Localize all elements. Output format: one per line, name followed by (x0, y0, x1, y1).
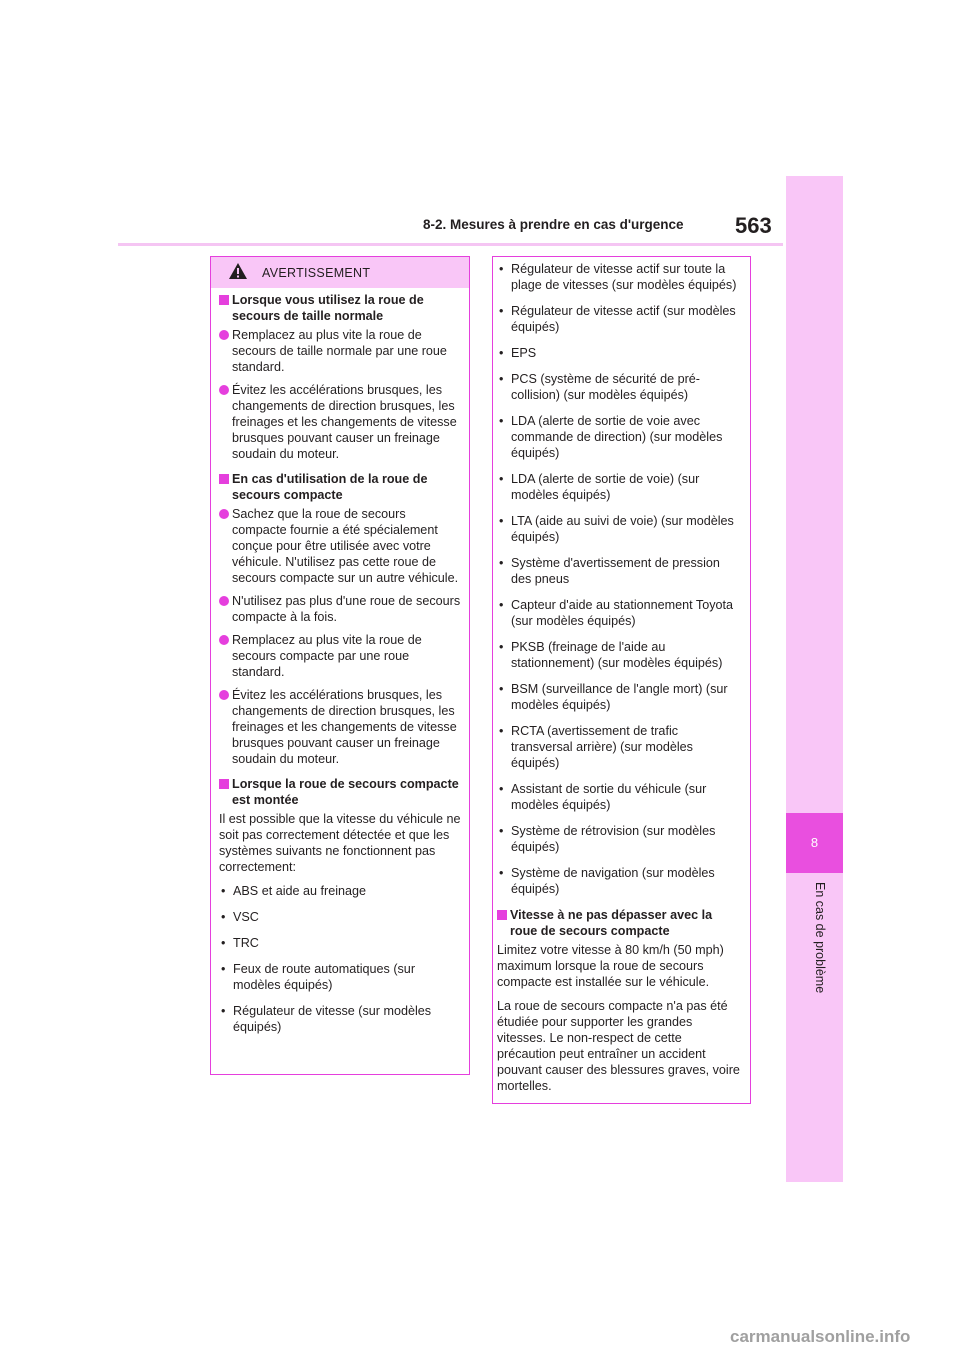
subsection-heading: Lorsque vous utilisez la roue de secours de taille normale (219, 292, 461, 324)
warning-item: N'utilisez pas plus d'une roue de secours compacte à la fois. (219, 593, 461, 625)
system-list-item: • Régulateur de vitesse (sur modèles équipés) (219, 1003, 461, 1035)
warning-content-left (211, 288, 469, 1035)
paragraph: La roue de secours compacte n'a pas été étudiée pour supporter les grandes vitesses. Le non-respect de cette précaution peut entraîner un accident pouvant causer des blessures graves, voire mortelles. (497, 999, 740, 1093)
system-list-item: • Feux de route automatiques (sur modèles équipés) (219, 961, 461, 993)
system-list-item: • VSC (219, 909, 461, 925)
subsection-heading: Lorsque la roue de secours compacte est montée (219, 776, 461, 808)
subsection-heading: En cas d'utilisation de la roue de secours compacte (219, 471, 461, 503)
system-list-item: • ABS et aide au freinage (219, 883, 461, 899)
system-list-item: • LDA (alerte de sortie de voie) (sur modèles équipés) (497, 471, 742, 503)
system-list-item: • PKSB (freinage de l'aide au stationnement) (sur modèles équipés) (497, 639, 742, 671)
system-list-item: • LDA (alerte de sortie de voie avec commande de direction) (sur modèles équipés) (497, 413, 742, 461)
paragraph: Limitez votre vitesse à 80 km/h (50 mph) maximum lorsque la roue de secours compacte est installée sur le véhicule. (497, 943, 724, 989)
page-number: 563 (735, 213, 772, 238)
system-list-item: • Régulateur de vitesse actif (sur modèles équipés) (497, 303, 742, 335)
chapter-side-tab (786, 176, 843, 1182)
warning-item: Sachez que la roue de secours compacte fournie a été spécialement conçue pour être utilisée avec votre véhicule. N'utilisez pas cette roue de secours compacte sur un autre véhicule. (219, 506, 461, 586)
system-list-item: • Capteur d'aide au stationnement Toyota (sur modèles équipés) (497, 597, 742, 629)
system-list-item: • BSM (surveillance de l'angle mort) (sur modèles équipés) (497, 681, 742, 713)
system-list-item: • EPS (497, 345, 742, 361)
system-list-item: • LTA (aide au suivi de voie) (sur modèles équipés) (497, 513, 742, 545)
subsection-heading: Vitesse à ne pas dépasser avec la roue de secours compacte (497, 907, 742, 939)
paragraph: Il est possible que la vitesse du véhicule ne soit pas correctement détectée et que les systèmes suivants ne fonctionnent pas correctement: (219, 812, 461, 874)
warning-box-left-column (210, 256, 470, 1075)
system-list-item: • Régulateur de vitesse actif sur toute la plage de vitesses (sur modèles équipés) (497, 261, 742, 293)
warning-item: Évitez les accélérations brusques, les changements de direction brusques, les freinages et les changements de vitesse brusques pouvant causer un freinage soudain du moteur. (219, 382, 461, 462)
warning-item: Remplacez au plus vite la roue de secours de taille normale par une roue standard. (219, 327, 461, 375)
system-list-item: • RCTA (avertissement de trafic transversal arrière) (sur modèles équipés) (497, 723, 742, 771)
chapter-title: En cas de problème (813, 882, 827, 994)
warning-title: AVERTISSEMENT (262, 266, 371, 280)
warning-item: Évitez les accélérations brusques, les changements de direction brusques, les freinages et les changements de vitesse brusques pouvant causer un freinage soudain du moteur. (219, 687, 461, 767)
warning-box-right-column (492, 256, 751, 1104)
section-title: 8-2. Mesures à prendre en cas d'urgence (423, 217, 684, 232)
system-list-item: • TRC (219, 935, 461, 951)
system-list-item: • Système de navigation (sur modèles équipés) (497, 865, 742, 897)
system-list-item: • PCS (système de sécurité de pré-collision) (sur modèles équipés) (497, 371, 742, 403)
warning-triangle-icon (228, 262, 248, 280)
system-list-item: • Système d'avertissement de pression des pneus (497, 555, 742, 587)
chapter-number: 8 (810, 835, 819, 850)
system-list-item: • Assistant de sortie du véhicule (sur modèles équipés) (497, 781, 742, 813)
warning-content-right (493, 257, 750, 1094)
warning-item: Remplacez au plus vite la roue de secours compacte par une roue standard. (219, 632, 461, 680)
warning-header (211, 257, 469, 288)
watermark: carmanualsonline.info (730, 1327, 911, 1346)
system-list-item: • Système de rétrovision (sur modèles équipés) (497, 823, 742, 855)
header-divider (118, 243, 783, 246)
